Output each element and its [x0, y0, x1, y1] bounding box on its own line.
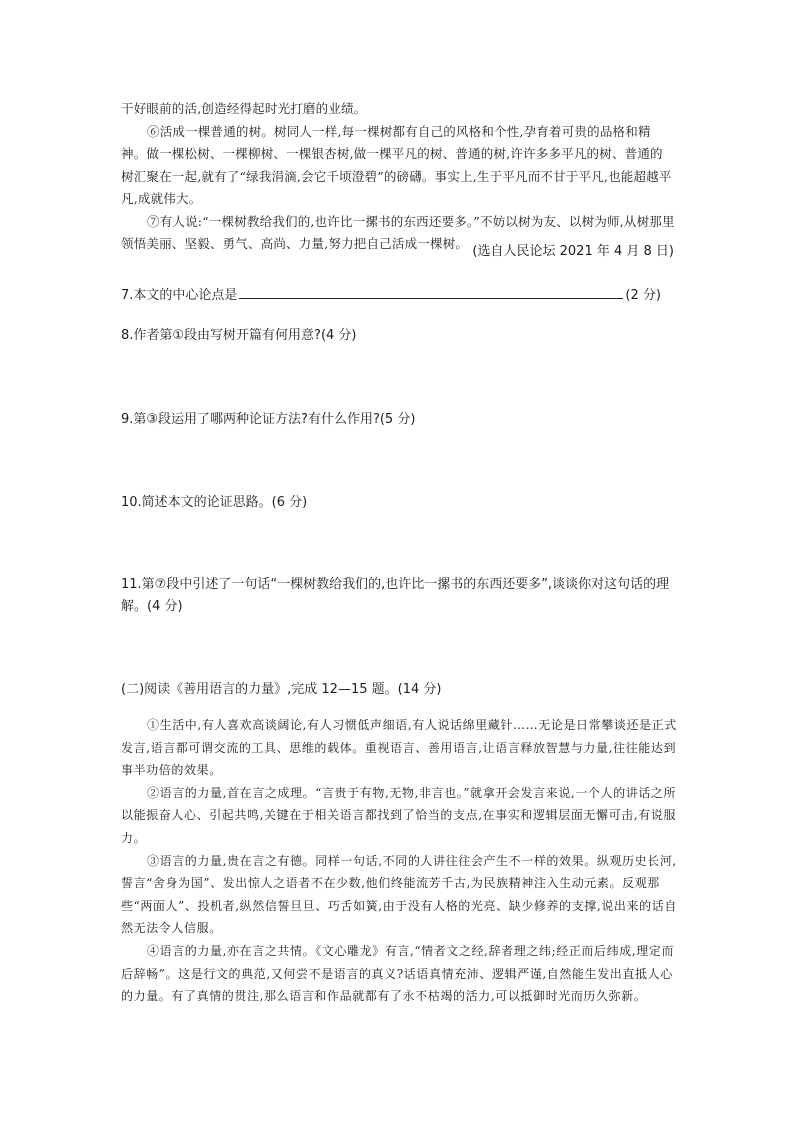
- passage2-text: [121, 714, 678, 1008]
- passage2-paragraph-4: ④语言的力量,亦在言之共情。《文心雕龙》有言,“情者文之经,辞者理之纬;经正而后纬成,理定而后辞畅”。这是行文的典范,又何尝不是语言的真义?话语真情充沛、逻辑严谨,自然能生发出直抵人心的力量。有了真情的贯注,那么语言和作品就都有了永不枯竭的活力,可以抵御时光而历久弥新。: [121, 943, 675, 1004]
- passage1-line0: 干好眼前的活,创造经得起时光打磨的业绩。: [121, 101, 367, 116]
- passage2-paragraph-1: ①生活中,有人喜欢高谈阔论,有人习惯低声细语,有人说话绵里藏针……无论是日常攀谈还是正式发言,语言都可谓交流的工具、思维的载体。重视语言、善用语言,让语言释放智慧与力量,往往能达到事半功倍的效果。: [121, 718, 677, 778]
- passage1-paragraph-6: ⑥活成一棵普通的树。树同人一样,每一棵树都有自己的风格和个性,孕育着可贵的品格和精神。做一棵松树、一棵柳树、一棵银杏树,做一棵平凡的树、普通的树,许许多多平凡的树、普通的树汇聚在一起,就有了“绿我涓滴,会它千顷澄碧”的磅礴。事实上,生于平凡而不甘于平凡,也能超越平凡,成就伟大。: [121, 123, 672, 206]
- section2-heading: (二)阅读《善用语言的力量》,完成 12—15 题。(14 分): [121, 682, 442, 697]
- question-7-score: (2 分): [625, 288, 661, 303]
- question-11: 11.第⑦段中引述了一句话“一棵树教给我们的,也许比一摞书的东西还要多”,谈谈你对这句话的理解。(4 分): [121, 577, 670, 614]
- question-8: 8.作者第①段由写树开篇有何用意?(4 分): [121, 328, 357, 343]
- passage1-text: [121, 98, 675, 256]
- passage1-source: (选自人民论坛 2021 年 4 月 8 日): [472, 244, 674, 259]
- question-7: [121, 284, 675, 307]
- passage1-paragraph-7: ⑦有人说:“一棵树教给我们的,也许比一摞书的东西还要多。”不妨以树为友、以树为师,从树那里领悟美丽、坚毅、勇气、高尚、力量,努力把自己活成一棵树。: [121, 213, 675, 251]
- question-7-answer-blank[interactable]: [239, 284, 623, 299]
- passage2-paragraph-3: ③语言的力量,贵在言之有德。同样一句话,不同的人讲往往会产生不一样的效果。纵观历史长河,誓言“舍身为国”、发出惊人之语者不在少数,他们终能流芳千古,为民族精神注入生动元素。反观那些“两面人”、投机者,纵然信誓旦旦、巧舌如簧,由于没有人格的光亮、缺少修养的支撑,说出来的话自然无法令人信服。: [121, 853, 677, 936]
- question-7-prefix: 7.本文的中心论点是: [121, 288, 238, 303]
- question-10: 10.简述本文的论证思路。(6 分): [121, 495, 308, 510]
- passage2-paragraph-2: ②语言的力量,首在言之成理。“言贵于有物,无物,非言也。”就拿开会发言来说,一个人的讲话之所以能振奋人心、引起共鸣,关键在于相关语言都找到了恰当的支点,在事实和逻辑层面无懈可击,有说服力。: [121, 785, 677, 845]
- question-9: 9.第③段运用了哪两种论证方法?有什么作用?(5 分): [121, 412, 416, 427]
